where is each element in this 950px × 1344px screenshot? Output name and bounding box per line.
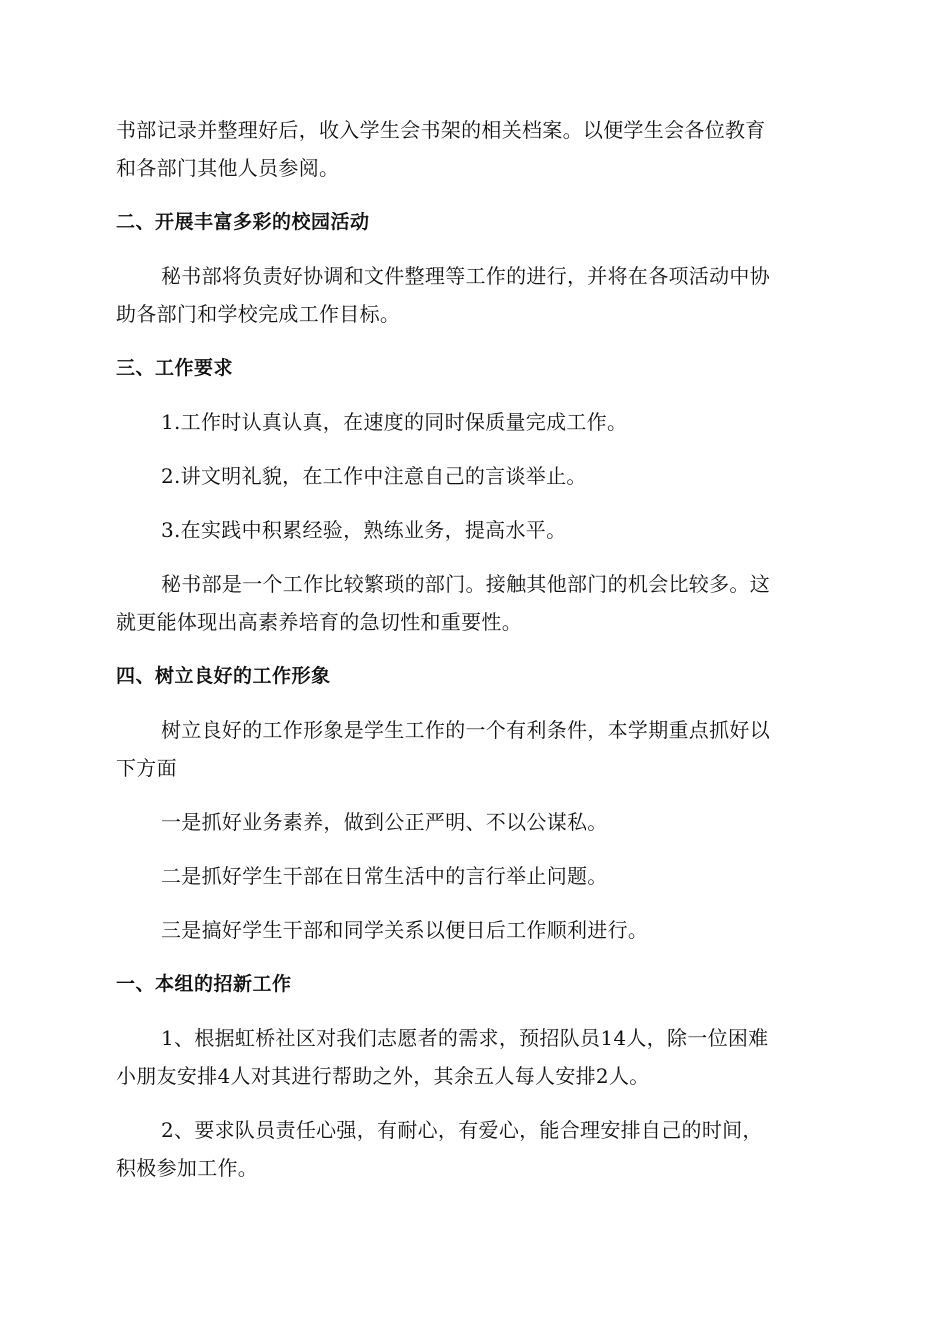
paragraph-line: 小朋友安排4人对其进行帮助之外，其余五人每人安排2人。: [116, 1064, 650, 1088]
list-item: 3.在实践中积累经验，熟练业务，提高水平。: [161, 518, 567, 542]
paragraph-line: 树立良好的工作形象是学生工作的一个有利条件，本学期重点抓好以: [161, 718, 770, 742]
paragraph-line: 助各部门和学校完成工作目标。: [116, 302, 401, 326]
list-item: 2.讲文明礼貌，在工作中注意自己的言谈举止。: [161, 464, 587, 488]
section-heading: 四、树立良好的工作形象: [116, 665, 331, 687]
paragraph-line: 2、要求队员责任心强，有耐心，有爱心，能合理安排自己的时间，: [161, 1118, 763, 1142]
section-heading: 一、本组的招新工作: [116, 973, 292, 995]
paragraph-line: 1、根据虹桥社区对我们志愿者的需求，预招队员14人，除一位困难: [161, 1026, 769, 1050]
section-heading: 三、工作要求: [116, 357, 234, 379]
list-item: 三是搞好学生干部和同学关系以便日后工作顺利进行。: [161, 918, 649, 942]
paragraph-line: 秘书部将负责好协调和文件整理等工作的进行，并将在各项活动中协: [161, 264, 770, 288]
paragraph-line: 秘书部是一个工作比较繁琐的部门。接触其他部门的机会比较多。这: [161, 572, 770, 596]
list-item: 1.工作时认真认真，在速度的同时保质量完成工作。: [161, 410, 628, 434]
paragraph-line: 和各部门其他人员参阅。: [116, 156, 340, 180]
list-item: 一是抓好业务素养，做到公正严明、不以公谋私。: [161, 810, 608, 834]
paragraph-line: 下方面: [116, 756, 177, 780]
section-heading: 二、开展丰富多彩的校园活动: [116, 211, 370, 233]
paragraph-line: 就更能体现出高素养培育的急切性和重要性。: [116, 610, 522, 634]
paragraph-line: 积极参加工作。: [116, 1156, 259, 1180]
paragraph-line: 书部记录并整理好后，收入学生会书架的相关档案。以便学生会各位教育: [116, 118, 766, 142]
list-item: 二是抓好学生干部在日常生活中的言行举止问题。: [161, 864, 608, 888]
